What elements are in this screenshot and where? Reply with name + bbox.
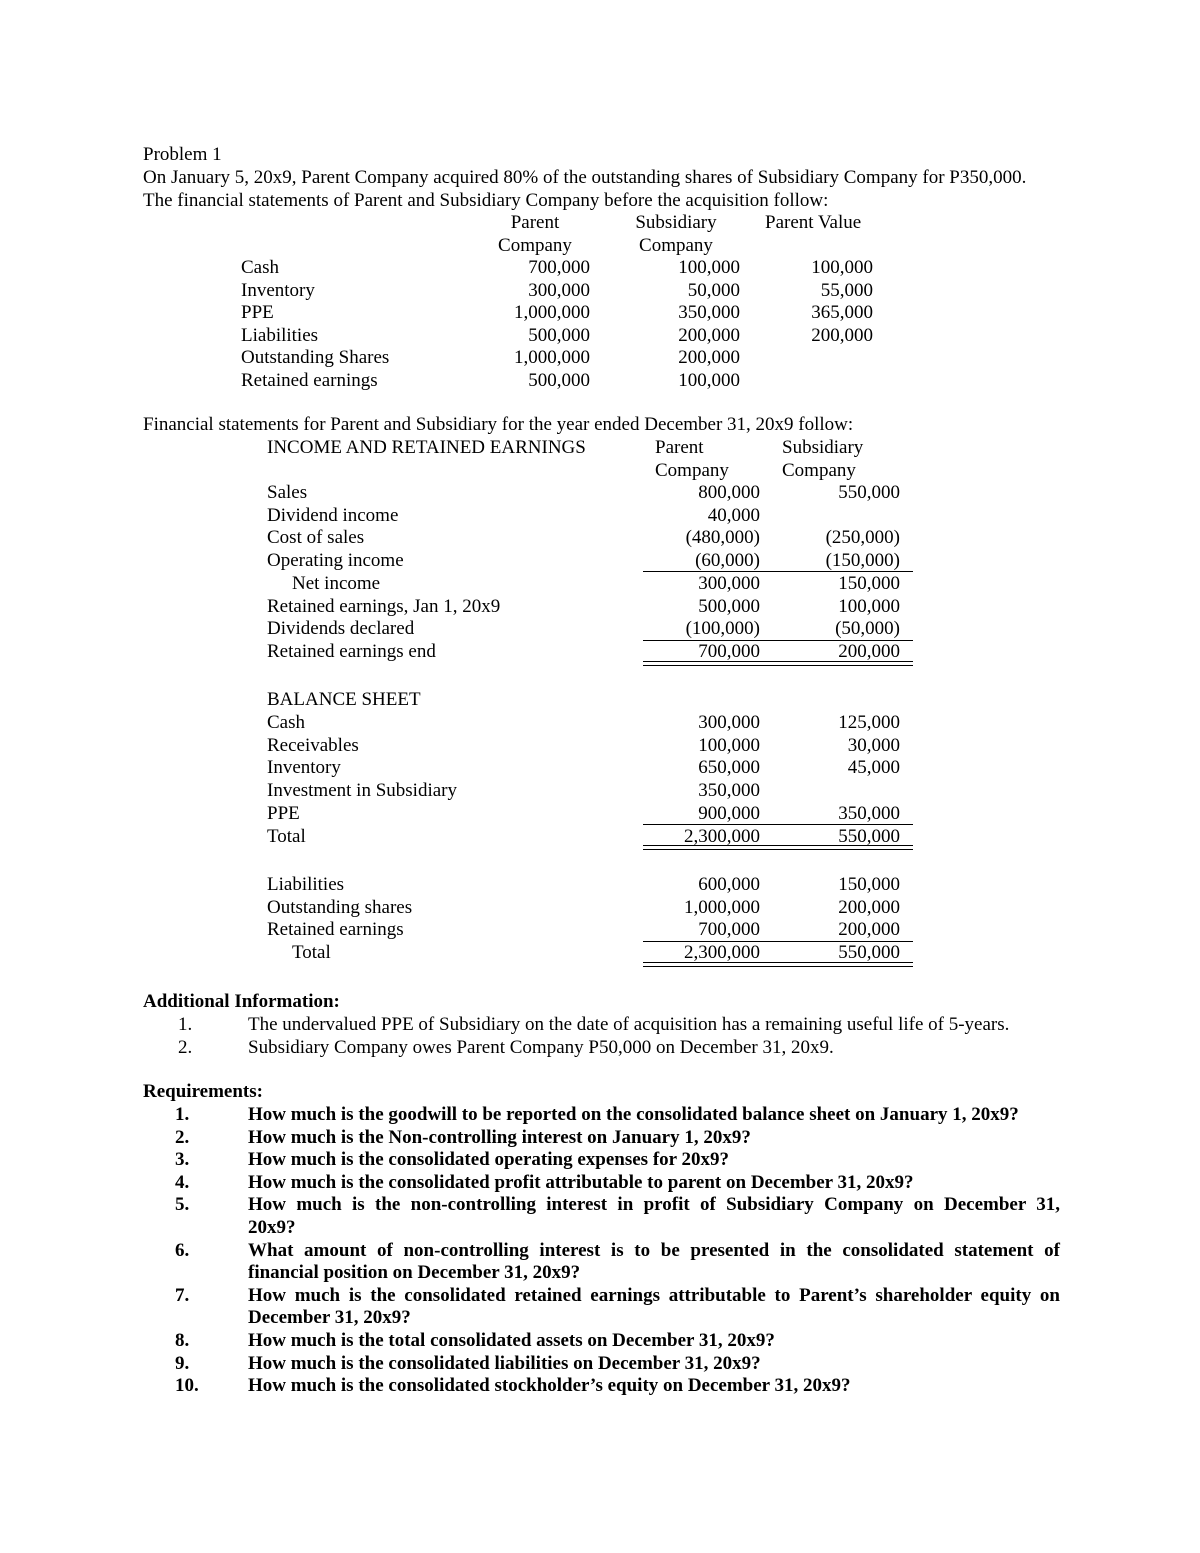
equity-total-double-rule [643, 962, 913, 967]
requirement-number: 7. [175, 1284, 190, 1306]
requirement-text: How much is the consolidated retained earnings attributable to Parent’s shareholder equity on [248, 1284, 1060, 1306]
acq-header-subsidiary: Subsidiary [635, 212, 717, 233]
requirement-number: 1. [175, 1104, 190, 1125]
acq-row-subsidiary: 200,000 [678, 324, 740, 346]
acq-row-parent-value: 55,000 [820, 279, 873, 301]
requirement-number: 6. [175, 1239, 190, 1261]
equity-total-rule [643, 941, 913, 942]
income-row-subsidiary: (50,000) [835, 618, 900, 640]
requirement-text: How much is the goodwill to be reported on the consolidated balance sheet on January 1, 20x9? [248, 1104, 1019, 1125]
acq-row-label: Outstanding Shares [241, 347, 390, 369]
acq-row-label: Cash [241, 257, 279, 278]
income-row-subsidiary: 150,000 [838, 572, 900, 594]
income-header-subsidiary: Subsidiary [782, 437, 864, 458]
intro-paragraph-line-2: The financial statements of Parent and Subsidiary Company before the acquisition follow: [143, 190, 829, 211]
income-row-subsidiary: (150,000) [825, 550, 900, 572]
income-row-label: Dividend income [267, 504, 399, 526]
acq-row-label: Liabilities [241, 324, 319, 346]
income-row-parent: (480,000) [685, 527, 760, 549]
income-row-subsidiary: 550,000 [838, 482, 900, 503]
asset-row-label: Investment in Subsidiary [267, 780, 457, 802]
acq-row-subsidiary: 350,000 [678, 302, 740, 324]
acq-row-parent-value: 200,000 [811, 324, 873, 346]
income-row-label: Net income [292, 572, 381, 594]
acq-row-subsidiary: 50,000 [687, 279, 740, 301]
asset-row-parent: 350,000 [698, 780, 760, 802]
asset-row-subsidiary: 30,000 [847, 734, 900, 756]
income-row-label: Sales [267, 482, 308, 503]
acq-row-label: PPE [241, 302, 274, 324]
income-row-label: Retained earnings, Jan 1, 20x9 [267, 595, 501, 617]
income-row-label: Retained earnings end [267, 640, 436, 662]
acq-row-parent-value: 365,000 [811, 302, 873, 324]
equity-row-label: Retained earnings [267, 919, 404, 941]
net-income-rule [643, 571, 913, 572]
income-row-subsidiary: 100,000 [838, 595, 900, 617]
income-header-parent-company: Company [655, 460, 729, 481]
requirement-number: 4. [175, 1171, 190, 1193]
income-row-parent: (60,000) [695, 550, 760, 572]
additional-heading: Additional Information: [143, 991, 340, 1012]
fs-intro: Financial statements for Parent and Subsidiary for the year ended December 31, 20x9 follow: [143, 414, 854, 435]
income-row-parent: 300,000 [698, 572, 760, 594]
requirement-text: December 31, 20x9? [248, 1307, 411, 1329]
equity-row-parent: 700,000 [698, 919, 760, 941]
requirement-text: How much is the consolidated stockholder’s equity on December 31, 20x9? [248, 1375, 851, 1397]
equity-row-subsidiary: 150,000 [838, 874, 900, 895]
asset-row-parent: 300,000 [698, 712, 760, 733]
requirement-number: 10. [175, 1375, 199, 1397]
asset-row-subsidiary: 550,000 [838, 825, 900, 847]
retained-end-rule [643, 640, 913, 641]
asset-row-parent: 100,000 [698, 734, 760, 756]
additional-item-text: The undervalued PPE of Subsidiary on the date of acquisition has a remaining useful life of 5-years. [248, 1014, 1010, 1035]
income-header-subsidiary-company: Company [782, 460, 856, 481]
acq-row-parent: 1,000,000 [514, 302, 590, 324]
asset-row-parent: 2,300,000 [684, 825, 760, 847]
acq-row-label: Retained earnings [241, 370, 378, 391]
asset-row-subsidiary: 125,000 [838, 712, 900, 733]
equity-row-parent: 1,000,000 [684, 896, 760, 918]
additional-item-number: 1. [178, 1014, 193, 1035]
requirement-text: How much is the Non-controlling interest on January 1, 20x9? [248, 1126, 751, 1148]
acq-row-parent: 1,000,000 [514, 347, 590, 369]
equity-row-subsidiary: 550,000 [838, 942, 900, 964]
acq-row-parent: 500,000 [528, 370, 590, 391]
equity-row-parent: 2,300,000 [684, 942, 760, 964]
income-row-parent: 500,000 [698, 595, 760, 617]
income-row-label: Operating income [267, 550, 404, 572]
income-row-label: Dividends declared [267, 618, 415, 640]
requirements-heading: Requirements: [143, 1081, 263, 1102]
requirement-number: 3. [175, 1149, 190, 1171]
equity-row-label: Total [292, 942, 331, 964]
income-heading: INCOME AND RETAINED EARNINGS [267, 437, 586, 458]
acq-row-parent: 700,000 [528, 257, 590, 278]
acq-header-subsidiary-company: Company [639, 235, 713, 256]
asset-row-parent: 900,000 [698, 802, 760, 824]
requirement-text: How much is the total consolidated assets on December 31, 20x9? [248, 1330, 775, 1351]
equity-row-subsidiary: 200,000 [838, 896, 900, 918]
requirement-text: 20x9? [248, 1217, 296, 1238]
requirement-text: What amount of non-controlling interest is to be presented in the consolidated statement of [248, 1239, 1060, 1261]
additional-item-number: 2. [178, 1036, 193, 1058]
acq-row-subsidiary: 200,000 [678, 347, 740, 369]
intro-paragraph-line-1: On January 5, 20x9, Parent Company acquired 80% of the outstanding shares of Subsidiary Company for P350,000. [143, 167, 1027, 188]
income-row-label: Cost of sales [267, 527, 365, 549]
equity-row-label: Liabilities [267, 874, 345, 895]
income-row-subsidiary: 200,000 [838, 640, 900, 662]
requirement-number: 8. [175, 1330, 190, 1351]
requirement-number: 9. [175, 1352, 190, 1374]
asset-row-label: Cash [267, 712, 305, 733]
acq-header-parent: Parent [510, 212, 560, 233]
asset-row-label: Total [267, 825, 306, 847]
acq-row-subsidiary: 100,000 [678, 370, 740, 391]
asset-row-parent: 650,000 [698, 757, 760, 779]
requirement-number: 2. [175, 1126, 190, 1148]
asset-row-label: Inventory [267, 757, 341, 779]
requirement-text: How much is the non-controlling interest in profit of Subsidiary Company on December 31, [248, 1194, 1060, 1216]
problem-title: Problem 1 [143, 144, 222, 165]
income-row-parent: 700,000 [698, 640, 760, 662]
requirement-text: financial position on December 31, 20x9? [248, 1262, 581, 1284]
acq-row-label: Inventory [241, 279, 315, 301]
balance-heading: BALANCE SHEET [267, 689, 421, 710]
acq-row-parent: 300,000 [528, 279, 590, 301]
acq-row-subsidiary: 100,000 [678, 257, 740, 278]
equity-row-label: Outstanding shares [267, 896, 413, 918]
acq-row-parent-value: 100,000 [811, 257, 873, 278]
income-row-subsidiary: (250,000) [825, 527, 900, 549]
assets-total-double-rule [643, 845, 913, 850]
asset-row-subsidiary: 45,000 [847, 757, 900, 779]
requirement-text: How much is the consolidated liabilities on December 31, 20x9? [248, 1352, 761, 1374]
acq-header-parent-value: Parent Value [765, 212, 862, 233]
equity-row-parent: 600,000 [698, 874, 760, 895]
requirement-number: 5. [175, 1194, 190, 1216]
acq-row-parent: 500,000 [528, 324, 590, 346]
acq-header-parent-company: Company [498, 235, 572, 256]
additional-item-text: Subsidiary Company owes Parent Company P50,000 on December 31, 20x9. [248, 1036, 834, 1058]
income-row-parent: (100,000) [685, 618, 760, 640]
retained-end-double-rule [643, 661, 913, 666]
income-row-parent: 800,000 [698, 482, 760, 503]
asset-row-label: Receivables [267, 734, 359, 756]
income-header-parent: Parent [655, 437, 704, 458]
asset-row-subsidiary: 350,000 [838, 802, 900, 824]
requirement-text: How much is the consolidated profit attributable to parent on December 31, 20x9? [248, 1171, 914, 1193]
income-row-parent: 40,000 [707, 504, 760, 526]
asset-row-label: PPE [267, 802, 300, 824]
requirement-text: How much is the consolidated operating expenses for 20x9? [248, 1149, 729, 1171]
equity-row-subsidiary: 200,000 [838, 919, 900, 941]
assets-total-rule [643, 824, 913, 825]
